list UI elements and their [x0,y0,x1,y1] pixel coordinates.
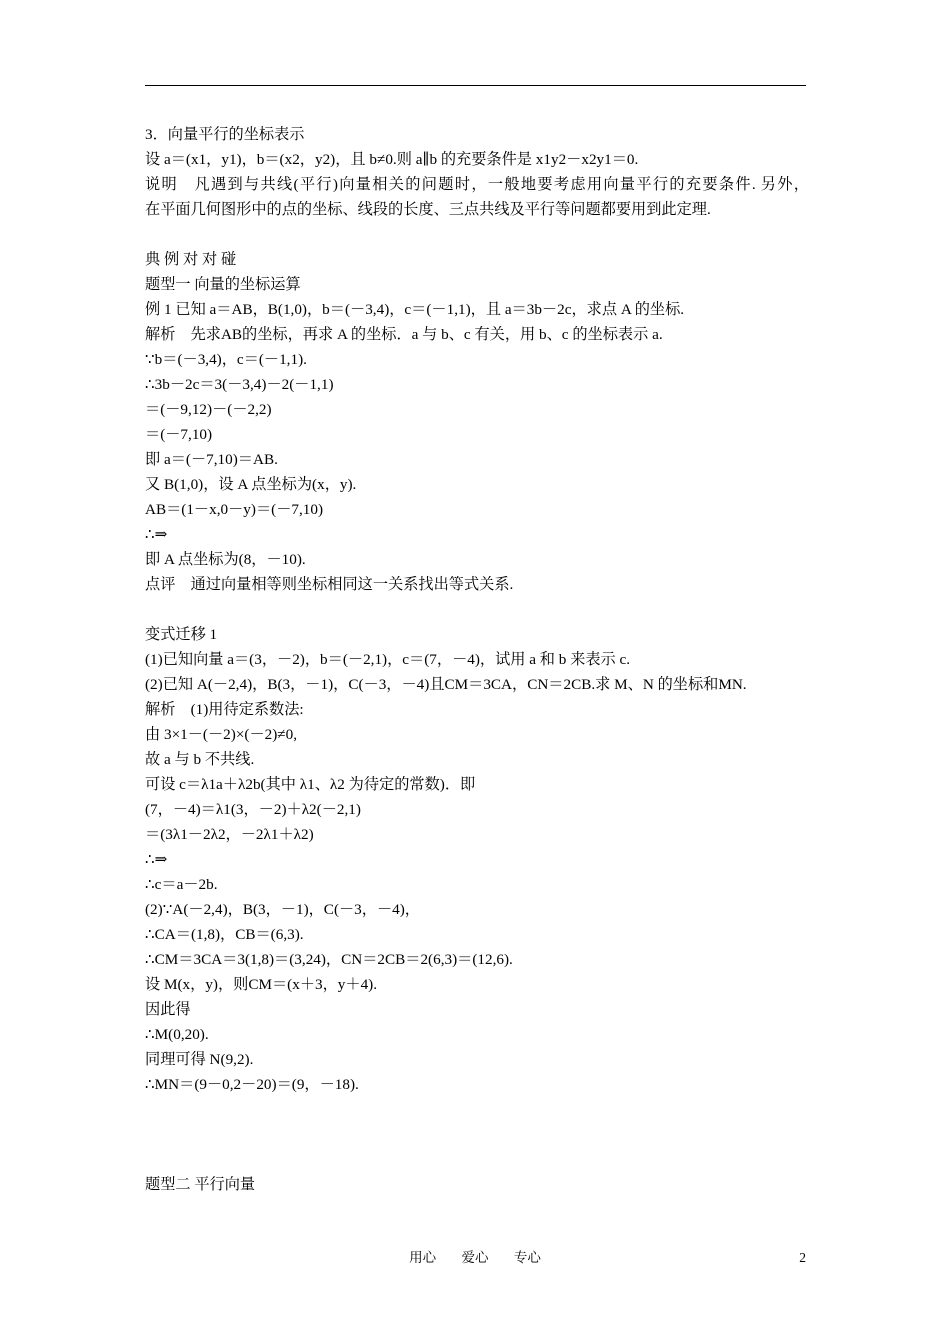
note-line: 在平面几何图形中的点的坐标、线段的长度、三点共线及平行等问题都要用到此定理. [145,201,711,218]
variant-line: (2)已知 A(－2,4)，B(3，－1)，C(－3，－4)且CM＝3CA，CN＝2CB.求 M、N 的坐标和MN. [145,676,747,693]
variant-line: ∴MN＝(9－0,2－20)＝(9，－18). [145,1076,359,1093]
variant-line: 同理可得 N(9,2). [145,1051,254,1068]
example-line: ∵b＝(－3,4)，c＝(－1,1). [145,351,307,368]
variant-line: (2)∵A(－2,4)，B(3，－1)，C(－3，－4)， [145,901,420,918]
page-content [145,122,809,1197]
example-line: 又 B(1,0)，设 A 点坐标为(x，y). [145,476,357,493]
variant-line: 解析 (1)用待定系数法: [145,701,304,718]
variant-line: ∴M(0,20). [145,1026,209,1043]
spacer [145,597,809,622]
example-line: ∴⇒ [145,526,168,543]
variant-line: 因此得 [145,1001,191,1018]
spacer [145,1097,809,1172]
page-footer [0,1248,950,1268]
section-title: 3．向量平行的坐标表示 [145,126,305,143]
variant-line: 设 M(x，y)，则CM＝(x＋3，y＋4). [145,976,378,993]
spacer [145,222,809,247]
variant-line: ∴⇒ [145,851,168,868]
variant-line: (1)已知向量 a＝(3，－2)，b＝(－2,1)，c＝(7，－4)，试用 a 和 b 来表示 c. [145,651,631,668]
example-line: 例 1 已知 a＝AB，B(1,0)，b＝(－3,4)，c＝(－1,1)，且 a＝3b－2c，求点 A 的坐标. [145,301,685,318]
variant-line: ∴CM＝3CA＝3(1,8)＝(3,24)，CN＝2CB＝2(6,3)＝(12,6). [145,951,513,968]
variant-line: ∴CA＝(1,8)，CB＝(6,3). [145,926,304,943]
variant-line: (7，－4)＝λ1(3，－2)＋λ2(－2,1) [145,801,361,818]
variant-line: 可设 c＝λ1a＋λ2b(其中 λ1、λ2 为待定的常数)．即 [145,776,476,793]
variant-line: 由 3×1－(－2)×(－2)≠0, [145,726,298,743]
examples-heading: 典 例 对 对 碰 [145,251,237,268]
example-line: 解析 先求AB的坐标，再求 A 的坐标．a 与 b、c 有关，用 b、c 的坐标表示 a. [145,326,663,343]
variant-line: ∴c＝a－2b. [145,876,218,893]
type2-title: 题型二 平行向量 [145,1176,256,1193]
variant1-title: 变式迁移 1 [145,626,218,643]
example-line: ∴3b－2c＝3(－3,4)－2(－1,1) [145,376,334,393]
page-number: 2 [799,1250,806,1265]
variant-line: ＝(3λ1－2λ2，－2λ1＋λ2) [145,826,314,843]
note-line: 说明 凡遇到与共线(平行)向量相关的问题时，一般地要考虑用向量平行的充要条件. 另外， [145,176,809,193]
example-line: AB＝(1－x,0－y)＝(－7,10) [145,501,324,518]
example-line: 即 a＝(－7,10)＝AB. [145,451,278,468]
variant-line: 故 a 与 b 不共线. [145,751,255,768]
header-rule [145,85,806,86]
footer-word: 用心 [409,1250,437,1265]
type1-title: 题型一 向量的坐标运算 [145,276,301,293]
example-line: ＝(－7,10) [145,426,213,443]
footer-word: 爱心 [461,1250,489,1265]
section-text: 设 a＝(x1，y1)，b＝(x2，y2)，且 b≠0.则 a∥b 的充要条件是 x1y2－x2y1＝0. [145,151,639,168]
example-line: 即 A 点坐标为(8，－10). [145,551,306,568]
example-line: 点评 通过向量相等则坐标相同这一关系找出等式关系. [145,576,514,593]
footer-word: 专心 [513,1250,541,1265]
example-line: ＝(－9,12)－(－2,2) [145,401,272,418]
